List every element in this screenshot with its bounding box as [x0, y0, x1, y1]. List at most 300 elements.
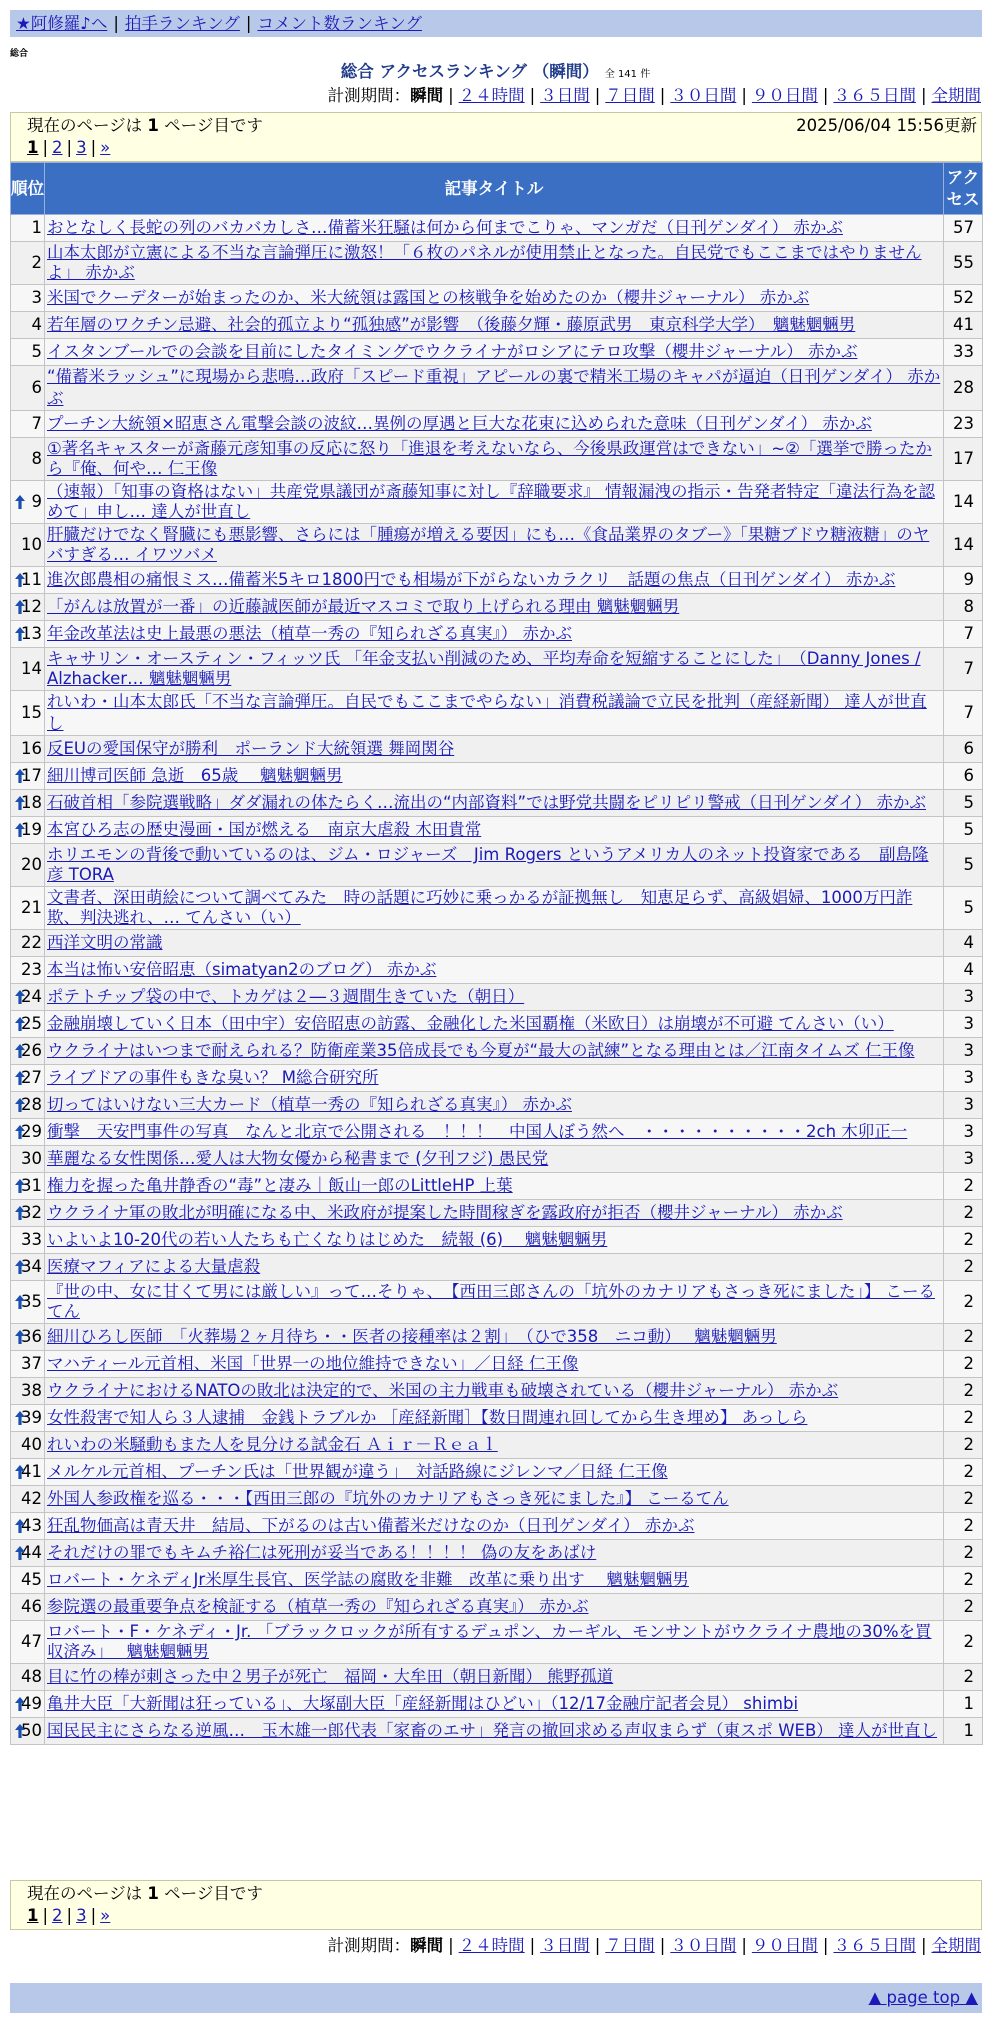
title-cell — [45, 817, 944, 844]
rank-up-arrow-icon — [14, 795, 26, 811]
title-cell — [45, 691, 944, 736]
rank-number: 25 — [21, 1014, 42, 1033]
pager-top — [27, 137, 110, 159]
access-count: 9 — [944, 567, 983, 594]
access-count: 2 — [944, 1540, 983, 1567]
period-option[interactable]: 全期間 — [931, 86, 981, 105]
rank-cell — [11, 1146, 45, 1173]
ranking-row — [11, 1459, 983, 1486]
rank-number: 34 — [21, 1257, 42, 1276]
pager-separator: | — [90, 138, 97, 157]
article-link[interactable]: おとなしく長蛇の列のバカバカしさ…備蓄米狂騒は何から何までこりゃ、マンガだ（日刊ゲンダイ） 赤かぶ — [47, 218, 843, 237]
access-count: 41 — [944, 312, 983, 339]
article-link[interactable]: 西洋文明の常識 — [47, 933, 163, 952]
access-count: 3 — [944, 984, 983, 1011]
current-page-number: 1 — [147, 1884, 159, 1903]
rank-number: 50 — [21, 1721, 42, 1740]
period-separator: | — [741, 1936, 747, 1955]
title-cell — [45, 1540, 944, 1567]
rank-cell — [11, 1119, 45, 1146]
rank-number: 32 — [21, 1203, 42, 1222]
article-link[interactable]: 文書者、深田萌絵について調べてみた 時の話題に巧妙に乗っかるが証拠無し 知恵足らず、高級娼婦、1000万円詐欺、判決逃れ、… てんさい（い） — [47, 888, 913, 927]
rank-number: 19 — [21, 820, 42, 839]
access-count: 2 — [944, 1378, 983, 1405]
period-option[interactable]: ７日間 — [605, 86, 655, 105]
period-separator: | — [448, 86, 454, 105]
ranking-row — [11, 691, 983, 736]
article-link[interactable]: ロバート・F・ケネディ・Jr. 「ブラックロックが所有するデュポン、カーギル、モンサントがウクライナ農地の30%を買収済み」 魑魅魍魎男 — [47, 1622, 932, 1661]
article-link[interactable]: 金融崩壊していく日本（田中宇）安倍昭恵の訪露、金融化した米国覇権（米欧日）は崩壊が不可避 てんさい（い） — [47, 1014, 894, 1033]
access-count: 3 — [944, 1092, 983, 1119]
ranking-table — [10, 162, 983, 1745]
period-label: 計測期間： — [327, 86, 411, 105]
article-link[interactable]: 『世の中、女に甘くて男には厳しい』って…そりゃ、 【西田三郎さんの「坑外のカナリアもさっき死にました」】 こーるてん — [47, 1282, 935, 1321]
page-info-box-bottom — [10, 1880, 982, 1930]
article-link[interactable]: プーチン大統領×昭恵さん電撃会談の波紋…異例の厚遇と巨大な花束に込められた意味（日刊ゲンダイ） 赤かぶ — [47, 414, 872, 433]
article-link[interactable]: れいわの米騒動もまた人を見分ける試金石 Ａｉｒ－Ｒｅａｌ — [47, 1435, 498, 1454]
ranking-row — [11, 1621, 983, 1664]
article-link[interactable]: 米国でクーデターが始まったのか、米大統領は露国との核戦争を始めたのか（櫻井ジャーナル） 赤かぶ — [47, 288, 810, 307]
rank-number: 3 — [31, 288, 42, 307]
ranking-row — [11, 1146, 983, 1173]
title-cell — [45, 1281, 944, 1324]
title-cell — [45, 1324, 944, 1351]
pager-bottom — [27, 1905, 110, 1927]
nav-link-clap-ranking[interactable]: 拍手ランキング — [124, 14, 240, 33]
rank-cell — [11, 524, 45, 567]
rank-cell — [11, 1227, 45, 1254]
access-count: 4 — [944, 957, 983, 984]
period-option[interactable]: ７日間 — [605, 1936, 655, 1955]
access-count: 2 — [944, 1513, 983, 1540]
rank-cell — [11, 1513, 45, 1540]
rank-number: 8 — [31, 449, 42, 468]
rank-cell — [11, 1254, 45, 1281]
title-cell — [45, 957, 944, 984]
rank-number: 35 — [21, 1292, 42, 1311]
page-info-text — [27, 115, 263, 137]
ranking-row — [11, 1254, 983, 1281]
rank-cell — [11, 844, 45, 887]
article-link[interactable]: 女性殺害で知人ら３人逮捕 金銭トラブルか ［産経新聞］【数日間連れ回してから生き埋め】 あっしら — [47, 1408, 808, 1427]
title-cell — [45, 844, 944, 887]
page-info-box-top — [10, 112, 982, 162]
rank-cell — [11, 242, 45, 285]
article-link[interactable]: 年金改革法は史上最悪の悪法（植草一秀の『知られざる真実』） 赤かぶ — [47, 624, 572, 643]
ranking-row — [11, 567, 983, 594]
ranking-row — [11, 524, 983, 567]
period-current: 瞬間 — [410, 1936, 444, 1955]
access-count: 55 — [944, 242, 983, 285]
rank-number: 31 — [21, 1176, 42, 1195]
current-page-number: 1 — [147, 116, 159, 135]
rank-number: 17 — [21, 766, 42, 785]
ranking-row — [11, 1718, 983, 1745]
article-link[interactable]: ロバート・ケネディJr米厚生長官、医学誌の腐敗を非難 改革に乗り出す 魑魅魍魎男 — [47, 1570, 689, 1589]
category-label: 総合 — [10, 49, 29, 59]
access-count: 5 — [944, 844, 983, 887]
ranking-row — [11, 481, 983, 524]
article-link[interactable]: 石破首相「参院選戦略」ダダ漏れの体たらく…流出の“内部資料”では野党共闘をピリピリ警戒（日刊ゲンダイ） 赤かぶ — [47, 793, 927, 812]
access-count: 5 — [944, 790, 983, 817]
pager-page-link[interactable]: 2 — [52, 1906, 63, 1925]
rank-cell — [11, 691, 45, 736]
rank-up-arrow-icon — [14, 1043, 26, 1059]
rank-cell — [11, 366, 45, 411]
period-option[interactable]: 全期間 — [931, 1936, 981, 1955]
title-cell — [45, 1227, 944, 1254]
article-link[interactable]: 目に竹の棒が刺さった中２男子が死亡 福岡・大牟田（朝日新聞） 熊野孤道 — [47, 1667, 614, 1686]
rank-up-arrow-icon — [14, 494, 26, 510]
rank-number: 38 — [21, 1381, 42, 1400]
access-count: 7 — [944, 621, 983, 648]
rank-number: 22 — [21, 933, 42, 952]
article-link[interactable]: 進次郎農相の痛恨ミス…備蓄米5キロ1800円でも相場が下がらないカラクリ 話題の焦点（日刊ゲンダイ） 赤かぶ — [47, 570, 896, 589]
pager-next-link[interactable]: » — [100, 1906, 111, 1925]
rank-number: 5 — [31, 342, 42, 361]
rank-cell — [11, 930, 45, 957]
ranking-row — [11, 930, 983, 957]
access-count: 14 — [944, 481, 983, 524]
title-cell — [45, 1594, 944, 1621]
ranking-row — [11, 1691, 983, 1718]
rank-up-arrow-icon — [14, 1545, 26, 1561]
page-info-text-bottom — [27, 1883, 263, 1905]
period-option[interactable]: ３６５日間 — [833, 1936, 916, 1955]
rank-up-arrow-icon — [14, 1518, 26, 1534]
title-cell — [45, 1486, 944, 1513]
access-count: 7 — [944, 648, 983, 691]
article-link[interactable]: ポテトチップ袋の中で、トカゲは２―３週間生きていた（朝日） — [47, 987, 525, 1006]
title-cell — [45, 242, 944, 285]
title-cell — [45, 1691, 944, 1718]
period-separator: | — [448, 1936, 454, 1955]
access-count: 33 — [944, 339, 983, 366]
ranking-row — [11, 1664, 983, 1691]
article-link[interactable]: 若年層のワクチン忌避、社会的孤立より“孤独感”が影響 （後藤夕輝・藤原武男 東京科学大学） 魑魅魍魎男 — [47, 315, 856, 334]
access-count: 2 — [944, 1200, 983, 1227]
access-count: 4 — [944, 930, 983, 957]
title-cell — [45, 594, 944, 621]
period-separator: | — [594, 1936, 601, 1955]
rank-cell — [11, 1432, 45, 1459]
title-cell — [45, 1173, 944, 1200]
rank-number: 23 — [21, 960, 42, 979]
ranking-row — [11, 215, 983, 242]
period-option[interactable]: ２４時間 — [458, 1936, 525, 1955]
article-link[interactable]: ウクライナはいつまで耐えられる？防衛産業35倍成長でも今夏が“最大の試練”となる理由とは／江南タイムズ 仁王像 — [47, 1041, 915, 1060]
title-cell — [45, 930, 944, 957]
pager-page-link[interactable]: 3 — [76, 138, 87, 157]
rank-cell — [11, 411, 45, 438]
access-count: 14 — [944, 524, 983, 567]
access-count: 2 — [944, 1405, 983, 1432]
rank-up-arrow-icon — [14, 1723, 26, 1739]
rank-cell — [11, 594, 45, 621]
ranking-row — [11, 1540, 983, 1567]
pager-page-link[interactable]: 2 — [52, 138, 63, 157]
period-separator: | — [822, 86, 829, 105]
ranking-row — [11, 339, 983, 366]
rank-up-arrow-icon — [14, 1097, 26, 1113]
rank-number: 26 — [21, 1041, 42, 1060]
title-cell — [45, 1119, 944, 1146]
ranking-row — [11, 366, 983, 411]
title-cell — [45, 887, 944, 930]
title-cell — [45, 984, 944, 1011]
rank-cell — [11, 215, 45, 242]
nav-link-comment-ranking[interactable]: コメント数ランキング — [257, 14, 422, 33]
access-count: 3 — [944, 1065, 983, 1092]
page-info-suffix: ページ目です — [158, 1884, 263, 1903]
rank-number: 24 — [21, 987, 42, 1006]
column-header-title: 記事タイトル — [45, 163, 944, 215]
rank-number: 46 — [21, 1597, 42, 1616]
article-link[interactable]: メルケル元首相、プーチン氏は「世界観が違う」 対話路線にジレンマ／日経 仁王像 — [47, 1462, 668, 1481]
article-link[interactable]: 肝臓だけでなく腎臓にも悪影響、さらには「腫瘍が増える要因」にも…《食品業界のタブー》「果糖ブドウ糖液糖」のヤバすぎる… イワツバメ — [47, 525, 930, 564]
ranking-row — [11, 1038, 983, 1065]
ranking-row — [11, 1405, 983, 1432]
article-link[interactable]: 外国人参政権を巡る・・・【西田三郎の『坑外のカナリアもさっき死にました』】 こーるてん — [47, 1489, 729, 1508]
ranking-row — [11, 1594, 983, 1621]
title-cell — [45, 1200, 944, 1227]
page-info-suffix: ページ目です — [158, 116, 263, 135]
article-link[interactable]: 切ってはいけない三大カード（植草一秀の『知られざる真実』） 赤かぶ — [47, 1095, 572, 1114]
title-cell — [45, 285, 944, 312]
rank-cell — [11, 887, 45, 930]
period-option[interactable]: ３０日間 — [670, 86, 737, 105]
total-count: 全 141 件 — [604, 69, 651, 80]
rank-number: 40 — [21, 1435, 42, 1454]
period-option[interactable]: ３日間 — [540, 1936, 590, 1955]
rank-cell — [11, 817, 45, 844]
ranking-row — [11, 1200, 983, 1227]
access-count: 2 — [944, 1486, 983, 1513]
access-count: 1 — [944, 1691, 983, 1718]
rank-up-arrow-icon — [14, 626, 26, 642]
title-cell — [45, 1664, 944, 1691]
article-link[interactable]: 狂乱物価高は青天井 結局、下がるのは古い備蓄米だけなのか（日刊ゲンダイ） 赤かぶ — [47, 1516, 695, 1535]
rank-up-arrow-icon — [14, 822, 26, 838]
pager-separator: | — [42, 1906, 49, 1925]
rank-cell — [11, 567, 45, 594]
access-count: 2 — [944, 1621, 983, 1664]
rank-number: 7 — [31, 414, 42, 433]
article-link[interactable]: いよいよ10-20代の若い人たちも亡くなりはじめた 続報 (6) 魑魅魍魎男 — [47, 1230, 608, 1249]
rank-number: 33 — [21, 1230, 42, 1249]
ranking-row — [11, 1173, 983, 1200]
title-cell — [45, 1254, 944, 1281]
rank-cell — [11, 1038, 45, 1065]
rank-cell — [11, 790, 45, 817]
rank-cell — [11, 1567, 45, 1594]
access-count: 3 — [944, 1038, 983, 1065]
pager-separator: | — [90, 1906, 97, 1925]
rank-cell — [11, 1718, 45, 1745]
article-link[interactable]: それだけの罪でもキムチ裕仁は死刑が妥当である！！！！ 偽の友をあばけ — [47, 1543, 597, 1562]
article-link[interactable]: 国民民主にさらなる逆風… 玉木雄一郎代表「家畜のエサ」発言の撤回求める声収まらず（東スポ WEB） 達人が世直し — [47, 1721, 938, 1740]
rank-number: 36 — [21, 1327, 42, 1346]
rank-cell — [11, 736, 45, 763]
period-separator: | — [659, 86, 666, 105]
rank-number: 13 — [21, 624, 42, 643]
pager-page-link[interactable]: 3 — [76, 1906, 87, 1925]
access-count: 2 — [944, 1567, 983, 1594]
article-link[interactable]: 参院選の最重要争点を検証する（植草一秀の『知られざる真実』） 赤かぶ — [47, 1597, 589, 1616]
title-cell — [45, 339, 944, 366]
title-cell — [45, 621, 944, 648]
rank-number: 29 — [21, 1122, 42, 1141]
ranking-row — [11, 763, 983, 790]
rank-up-arrow-icon — [14, 989, 26, 1005]
article-link[interactable]: （速報）「知事の資格はない」共産党県議団が斎藤知事に対し『辞職要求』 情報漏洩の指示・告発者特定「違法行為を認めて」申し… 達人が世直し — [47, 482, 935, 521]
rank-cell — [11, 1200, 45, 1227]
ranking-row — [11, 1567, 983, 1594]
rank-up-arrow-icon — [14, 1259, 26, 1275]
period-option[interactable]: ２４時間 — [458, 86, 525, 105]
period-separator: | — [594, 86, 601, 105]
article-link[interactable]: ウクライナにおけるNATOの敗北は決定的で、米国の主力戦車も破壊されている（櫻井ジャーナル） 赤かぶ — [47, 1381, 839, 1400]
period-separator: | — [822, 1936, 829, 1955]
rank-up-arrow-icon — [14, 1178, 26, 1194]
title-cell — [45, 1378, 944, 1405]
access-count: 5 — [944, 817, 983, 844]
footer-bar — [10, 1983, 982, 2013]
access-count: 2 — [944, 1351, 983, 1378]
rank-number: 44 — [21, 1543, 42, 1562]
rank-cell — [11, 1459, 45, 1486]
period-selector-bottom — [328, 1934, 981, 1958]
rank-cell — [11, 1324, 45, 1351]
title-cell — [45, 411, 944, 438]
pager-current-page: 1 — [27, 138, 39, 157]
ranking-row — [11, 242, 983, 285]
ranking-row — [11, 285, 983, 312]
rank-number: 11 — [21, 570, 42, 589]
ranking-row — [11, 1011, 983, 1038]
rank-number: 2 — [31, 253, 42, 272]
period-option[interactable]: ９０日間 — [751, 86, 818, 105]
article-link[interactable]: 「がんは放置が一番」の近藤誠医師が最近マスコミで取り上げられる理由 魑魅魍魎男 — [47, 597, 680, 616]
page-top-link[interactable]: ▲ page top ▲ — [868, 1988, 978, 2007]
period-option[interactable]: ３日間 — [540, 86, 590, 105]
ranking-row — [11, 984, 983, 1011]
ranking-row — [11, 648, 983, 691]
rank-cell — [11, 763, 45, 790]
article-link[interactable]: 衝撃 天安門事件の写真 なんと北京で公開される ！！！ 中国人ぼう然へ ・・・・・・・・・・2ch 木卯正一 — [47, 1122, 908, 1141]
title-cell — [45, 1065, 944, 1092]
rank-number: 39 — [21, 1408, 42, 1427]
article-link[interactable]: 医療マフィアによる大量虐殺 — [47, 1257, 261, 1276]
title-cell — [45, 438, 944, 481]
rank-number: 12 — [21, 597, 42, 616]
access-count: 3 — [944, 1011, 983, 1038]
article-link[interactable]: “備蓄米ラッシュ”に現場から悲鳴…政府「スピード重視」アピールの裏で精米工場のキャパが逼迫（日刊ゲンダイ） 赤かぶ — [47, 367, 941, 408]
period-option[interactable]: ９０日間 — [751, 1936, 818, 1955]
title-cell — [45, 524, 944, 567]
rank-number: 30 — [21, 1149, 42, 1168]
title-cell — [45, 1513, 944, 1540]
rank-up-arrow-icon — [14, 599, 26, 615]
period-separator: | — [741, 86, 747, 105]
ranking-row — [11, 957, 983, 984]
ranking-row — [11, 844, 983, 887]
article-link[interactable]: 亀井大臣「大新聞は狂っている」、大塚副大臣「産経新聞はひどい」（12/17金融庁記者会見） shimbi — [47, 1694, 799, 1713]
rank-up-arrow-icon — [14, 1696, 26, 1712]
rank-cell — [11, 648, 45, 691]
article-link[interactable]: イスタンブールでの会談を目前にしたタイミングでウクライナがロシアにテロ攻撃（櫻井ジャーナル） 赤かぶ — [47, 342, 858, 361]
article-link[interactable]: 権力を握った亀井静香の“毒”と凄み｜飯山一郎のLittleHP 上葉 — [47, 1176, 513, 1195]
article-link[interactable]: 細川ひろし医師 「火葬場２ヶ月待ち・・医者の接種率は２割」 （ひで358 ニコ動） 魑魅魍魎男 — [47, 1327, 777, 1346]
access-count: 5 — [944, 887, 983, 930]
article-link[interactable]: ウクライナ軍の敗北が明確になる中、米政府が提案した時間稼ぎを露政府が拒否（櫻井ジャーナル） 赤かぶ — [47, 1203, 843, 1222]
page-info-prefix: 現在のページは — [27, 1884, 148, 1903]
pager-next-link[interactable]: » — [100, 138, 111, 157]
rank-number: 28 — [21, 1095, 42, 1114]
rank-cell — [11, 1173, 45, 1200]
title-cell — [45, 1092, 944, 1119]
title-cell — [45, 1567, 944, 1594]
rank-cell — [11, 621, 45, 648]
article-link[interactable]: 反EUの愛国保守が勝利 ポーランド大統領選 舞岡関谷 — [47, 739, 455, 758]
article-link[interactable]: 本宮ひろ志の歴史漫画・国が燃える 南京大虐殺 木田貴常 — [47, 820, 482, 839]
rank-cell — [11, 1486, 45, 1513]
ranking-row — [11, 1281, 983, 1324]
title-cell — [45, 736, 944, 763]
title-cell — [45, 481, 944, 524]
ranking-row — [11, 1513, 983, 1540]
title-cell — [45, 1405, 944, 1432]
top-nav-bar — [10, 10, 982, 37]
access-count: 2 — [944, 1432, 983, 1459]
ranking-table-body — [11, 215, 983, 1745]
title-cell — [45, 567, 944, 594]
title-cell — [45, 1621, 944, 1664]
article-link[interactable]: 細川博司医師 急逝 65歳 魑魅魍魎男 — [47, 766, 343, 785]
rank-number: 21 — [21, 898, 42, 917]
period-option[interactable]: ３０日間 — [670, 1936, 737, 1955]
rank-up-arrow-icon — [14, 1070, 26, 1086]
title-cell — [45, 312, 944, 339]
ranking-row — [11, 312, 983, 339]
access-count: 2 — [944, 1227, 983, 1254]
rank-number: 49 — [21, 1694, 42, 1713]
article-link[interactable]: 本当は怖い安倍昭恵（simatyan2のブログ） 赤かぶ — [47, 960, 437, 979]
article-link[interactable]: れいわ・山本太郎氏「不当な言論弾圧。自民でもここまでやらない」消費税議論で立民を批判（産経新聞） 達人が世直し — [47, 692, 927, 733]
article-link[interactable]: ①著名キャスターが斎藤元彦知事の反応に怒り「進退を考えないなら、今後県政運営はできない」~②「選挙で勝ったから『俺、何や… 仁王像 — [47, 439, 932, 478]
period-separator: | — [529, 86, 536, 105]
period-option[interactable]: ３６５日間 — [833, 86, 916, 105]
article-link[interactable]: 華麗なる女性関係…愛人は大物女優から秘書まで (夕刊フジ) 愚民党 — [47, 1149, 549, 1168]
article-link[interactable]: ライブドアの事件もきな臭い？ M総合研究所 — [47, 1068, 379, 1087]
updated-timestamp: 2025/06/04 15:56更新 — [796, 116, 977, 135]
article-link[interactable]: ホリエモンの背後で動いているのは、ジム・ロジャーズ Jim Rogers というアメリカ人のネット投資家である 副島隆彦 TORA — [47, 845, 929, 884]
ranking-row — [11, 790, 983, 817]
rank-up-arrow-icon — [14, 1016, 26, 1032]
article-link[interactable]: マハティール元首相、米国「世界一の地位維持できない」／日経 仁王像 — [47, 1354, 579, 1373]
rank-number: 4 — [31, 315, 42, 334]
access-count: 23 — [944, 411, 983, 438]
article-link[interactable]: 山本太郎が立憲による不当な言論弾圧に激怒！「６枚のパネルが使用禁止となった。自民党でもここまではやりませんよ」 赤かぶ — [47, 243, 922, 282]
title-cell — [45, 1718, 944, 1745]
nav-link-asyura-home[interactable]: ★阿修羅♪へ — [16, 14, 108, 33]
rank-number: 43 — [21, 1516, 42, 1535]
article-link[interactable]: キャサリン・オースティン・フィッツ氏 「年金支払い削減のため、平均寿命を短縮することにした」 （Danny Jones / Alzhacker… 魑魅魍魎男 — [47, 649, 921, 688]
rank-up-arrow-icon — [14, 1464, 26, 1480]
access-count: 6 — [944, 736, 983, 763]
ranking-row — [11, 1432, 983, 1459]
period-separator: | — [920, 1936, 927, 1955]
